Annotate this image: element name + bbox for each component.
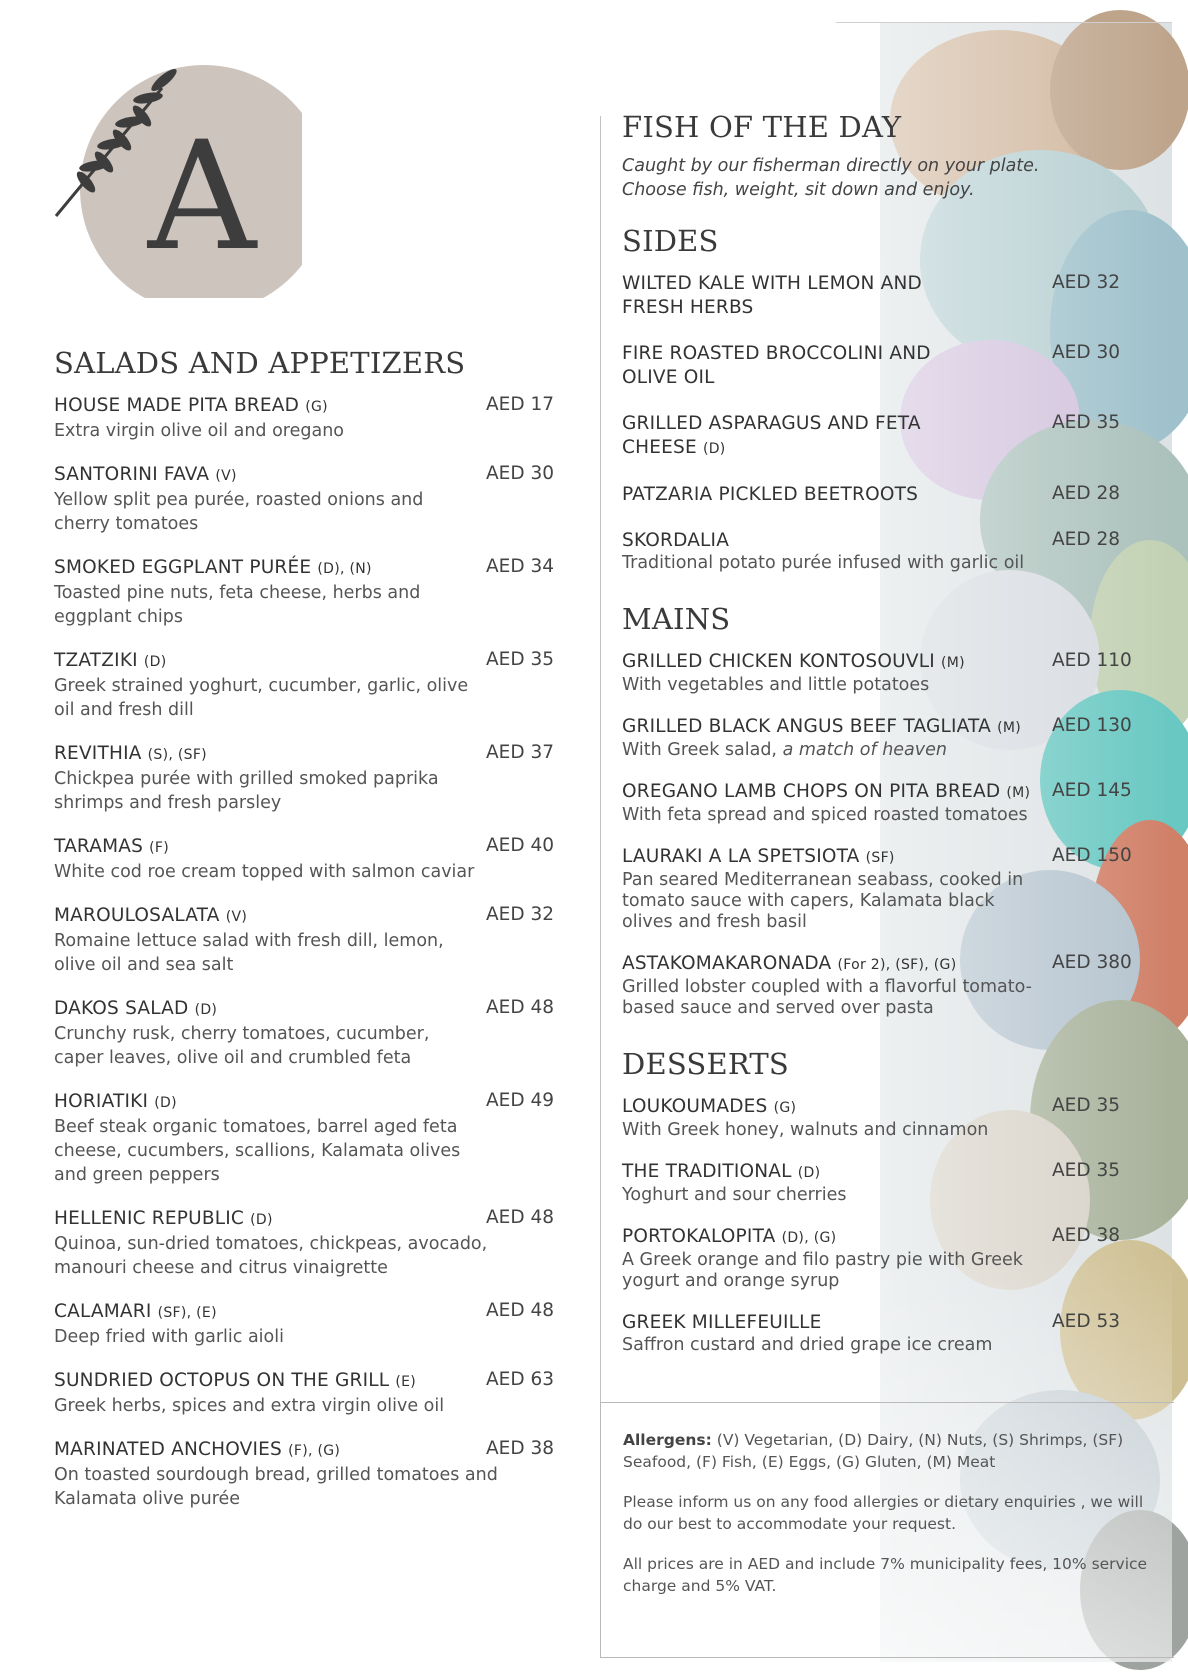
menu-item-description	[622, 1335, 1042, 1356]
menu-item-description	[54, 929, 474, 977]
menu-item	[54, 1300, 554, 1349]
menu-item-name	[622, 412, 1042, 461]
menu-item-price: AED 48	[486, 1207, 555, 1228]
menu-item-description-text: With feta spread and spiced roasted tomatoes	[622, 805, 1028, 825]
menu-item	[622, 1225, 1122, 1292]
menu-item-price: AED 49	[486, 1090, 555, 1111]
allergen-tag: (D)	[154, 1095, 177, 1111]
menu-item	[622, 342, 1122, 390]
menu-item-description-text: Greek herbs, spices and extra virgin olive oil	[54, 1396, 445, 1416]
allergen-tag: (G)	[773, 1100, 797, 1116]
menu-item-name	[622, 1311, 1122, 1335]
menu-item-price: AED 35	[486, 649, 555, 670]
menu-item-description	[622, 1250, 1042, 1292]
menu-item-price: AED 48	[486, 997, 555, 1018]
menu-item-description-emphasis: a match of heaven	[782, 740, 947, 760]
logo-letter: A	[147, 110, 257, 284]
menu-item-price: AED 110	[1052, 650, 1132, 671]
menu-item-price: AED 63	[486, 1369, 555, 1390]
menu-item-name	[622, 780, 1122, 805]
menu-item-name	[54, 742, 554, 767]
section-title-mains: MAINS	[622, 602, 731, 636]
allergens-label: Allergens:	[623, 1431, 712, 1449]
menu-item	[54, 904, 554, 977]
menu-item-title: GRILLED BLACK ANGUS BEEF TAGLIATA	[622, 716, 991, 737]
menu-item-title: PATZARIA PICKLED BEETROOTS	[622, 484, 919, 505]
salads-list	[54, 394, 564, 1511]
menu-item-title: LOUKOUMADES	[622, 1096, 768, 1117]
menu-item-description	[54, 1022, 474, 1070]
menu-item-description	[54, 1325, 474, 1349]
allergen-tag: (SF), (E)	[157, 1305, 217, 1321]
menu-item	[54, 1207, 554, 1280]
menu-item-description-text: Extra virgin olive oil and oregano	[54, 421, 344, 441]
menu-item-price: AED 30	[1052, 342, 1121, 363]
menu-item-title: TZATZIKI	[54, 650, 138, 671]
menu-item-description-text: Yoghurt and sour cherries	[622, 1185, 847, 1205]
menu-item-name	[54, 1438, 554, 1463]
menu-item-description-text: A Greek orange and filo pastry pie with Greek yogurt and orange syrup	[622, 1250, 1023, 1291]
menu-item-price: AED 32	[486, 904, 555, 925]
allergen-tag: (S), (SF)	[147, 747, 207, 763]
menu-item-description	[54, 767, 474, 815]
allergen-tag: (For 2), (SF), (G)	[837, 957, 957, 973]
menu-item-name	[54, 1090, 554, 1115]
salads-appetizers-section	[54, 346, 564, 1531]
menu-item-name	[54, 1369, 554, 1394]
menu-item-description-text: White cod roe cream topped with salmon caviar	[54, 862, 475, 882]
allergen-tag: (M)	[940, 655, 965, 671]
menu-item	[622, 483, 1122, 507]
menu-item-description-text: Chickpea purée with grilled smoked paprika shrimps and fresh parsley	[54, 769, 439, 813]
allergen-tag: (D), (G)	[781, 1230, 837, 1246]
menu-item	[622, 952, 1132, 1019]
menu-item-description	[54, 1232, 524, 1280]
menu-item	[622, 412, 1122, 461]
menu-item-description-text: With vegetables and little potatoes	[622, 675, 930, 695]
allergen-tag: (D), (N)	[317, 561, 372, 577]
menu-item-name	[622, 483, 1042, 507]
menu-item-name	[54, 394, 554, 419]
allergen-tag: (V)	[215, 468, 237, 484]
section-title-desserts: DESSERTS	[622, 1047, 789, 1081]
menu-item-price: AED 38	[486, 1438, 555, 1459]
menu-item-title: FIRE ROASTED BROCCOLINI AND OLIVE OIL	[622, 343, 931, 388]
allergens-note	[623, 1429, 1150, 1473]
desserts-list	[622, 1095, 1142, 1356]
menu-item-title: PORTOKALOPITA	[622, 1226, 776, 1247]
menu-item-description-text: Beef steak organic tomatoes, barrel aged feta cheese, cucumbers, scallions, Kalamata olives and green peppers	[54, 1117, 461, 1185]
menu-item-title: MARINATED ANCHOVIES	[54, 1439, 283, 1460]
menu-item-name	[622, 952, 1122, 977]
allergens-text: (V) Vegetarian, (D) Dairy, (N) Nuts, (S) Shrimps, (SF) Seafood, (F) Fish, (E) Eggs, (G) Gluten, (M) Meat	[623, 1431, 1124, 1471]
menu-item-description	[54, 1394, 524, 1418]
allergen-tag: (E)	[395, 1374, 417, 1390]
menu-item-title: ASTAKOMAKARONADA	[622, 953, 832, 974]
menu-item	[622, 1095, 1122, 1141]
menu-item-title: GRILLED ASPARAGUS AND FETA CHEESE	[622, 413, 921, 458]
menu-item-description-text: Yellow split pea purée, roasted onions and cherry tomatoes	[54, 490, 424, 534]
menu-item-name	[622, 529, 1042, 553]
menu-item-description	[54, 674, 474, 722]
menu-item-title: SMOKED EGGPLANT PURÉE	[54, 557, 312, 578]
menu-item-price: AED 40	[486, 835, 555, 856]
menu-item	[622, 529, 1122, 574]
menu-item-description	[54, 860, 524, 884]
menu-item-description	[622, 675, 1042, 696]
menu-item	[622, 845, 1132, 933]
menu-item-name	[54, 463, 554, 488]
allergen-tag: (V)	[225, 909, 248, 925]
section-title-salads: SALADS AND APPETIZERS	[54, 346, 466, 380]
fish-intro-line2: Choose fish, weight, sit down and enjoy.	[622, 180, 975, 200]
menu-item-description-text: With Greek salad,	[622, 740, 783, 760]
menu-item-name	[622, 1160, 1122, 1185]
section-title-fish: FISH OF THE DAY	[622, 110, 902, 144]
menu-item	[622, 650, 1132, 696]
menu-item-description-text: Greek strained yoghurt, cucumber, garlic, olive oil and fresh dill	[54, 676, 469, 720]
menu-item-description	[54, 488, 474, 536]
allergy-inform-note: Please inform us on any food allergies or dietary enquiries , we will do our best to accommodate your request.	[623, 1493, 1144, 1533]
menu-item-name	[54, 835, 554, 860]
menu-item	[622, 715, 1132, 761]
menu-item-title: CALAMARI	[54, 1301, 152, 1322]
menu-item	[54, 394, 554, 443]
allergen-tag: (G)	[305, 399, 328, 415]
menu-item-title: HOUSE MADE PITA BREAD	[54, 395, 300, 416]
menu-item-price: AED 53	[1052, 1311, 1121, 1332]
allergen-tag: (SF)	[865, 850, 895, 866]
menu-item-price: AED 48	[486, 1300, 555, 1321]
allergen-tag: (D)	[143, 654, 167, 670]
menu-item-description	[54, 419, 474, 443]
menu-item	[54, 463, 554, 536]
menu-item-description-text: Quinoa, sun-dried tomatoes, chickpeas, avocado, manouri cheese and citrus vinaigrette	[54, 1234, 488, 1278]
menu-item-price: AED 35	[1052, 1160, 1121, 1181]
allergen-tag: (F)	[149, 840, 170, 856]
menu-item	[54, 649, 554, 722]
menu-item-price: AED 17	[486, 394, 555, 415]
allergen-tag: (F), (G)	[288, 1443, 341, 1459]
menu-item-name	[54, 1207, 554, 1232]
menu-item-price: AED 34	[486, 556, 555, 577]
menu-item	[54, 1090, 554, 1187]
allergen-tag: (D)	[194, 1002, 218, 1018]
menu-item-description	[54, 1115, 474, 1187]
menu-item-description-text: Crunchy rusk, cherry tomatoes, cucumber, caper leaves, olive oil and crumbled feta	[54, 1024, 430, 1068]
menu-item-name	[622, 715, 1122, 740]
menu-item-description	[54, 1463, 524, 1511]
menu-item	[54, 1438, 554, 1511]
menu-item-price: AED 380	[1052, 952, 1132, 973]
menu-item-name	[622, 272, 1042, 320]
menu-item-name	[54, 649, 554, 674]
menu-item-price: AED 145	[1052, 780, 1132, 801]
menu-item	[54, 835, 554, 884]
menu-item-description	[622, 870, 1042, 933]
allergen-tag: (M)	[1006, 785, 1031, 801]
allergen-tag: (M)	[997, 720, 1021, 736]
menu-item-name	[54, 556, 554, 581]
allergen-info-box	[600, 1402, 1174, 1658]
menu-item-price: AED 35	[1052, 1095, 1121, 1116]
menu-item-description	[622, 805, 1042, 826]
menu-item-price: AED 38	[1052, 1225, 1121, 1246]
menu-item-title: OREGANO LAMB CHOPS ON PITA BREAD	[622, 781, 1001, 802]
menu-item	[54, 556, 554, 629]
menu-item-description-text: With Greek honey, walnuts and cinnamon	[622, 1120, 989, 1140]
menu-item-title: WILTED KALE WITH LEMON AND FRESH HERBS	[622, 273, 922, 318]
menu-item-description	[622, 1120, 1042, 1141]
menu-item-title: HELLENIC REPUBLIC	[54, 1208, 245, 1229]
top-border-line	[836, 22, 1172, 23]
menu-item-description	[622, 1185, 1042, 1206]
menu-item-description	[622, 553, 1042, 574]
menu-item-price: AED 150	[1052, 845, 1132, 866]
olive-branch-icon	[52, 58, 302, 298]
menu-item-description-text: Deep fried with garlic aioli	[54, 1327, 284, 1347]
menu-item-title: HORIATIKI	[54, 1091, 149, 1112]
allergen-tag: (D)	[250, 1212, 273, 1228]
menu-item-title: SUNDRIED OCTOPUS ON THE GRILL	[54, 1370, 390, 1391]
menu-item-name	[622, 342, 1042, 390]
menu-item-price: AED 28	[1052, 529, 1121, 550]
menu-item-description-text: Traditional potato purée infused with garlic oil	[622, 553, 1025, 573]
menu-item	[54, 742, 554, 815]
fish-intro	[622, 154, 1142, 202]
price-note: All prices are in AED and include 7% municipality fees, 10% service charge and 5% VAT.	[623, 1555, 1148, 1595]
menu-item-description	[54, 581, 474, 629]
menu-item-title: THE TRADITIONAL	[622, 1161, 792, 1182]
menu-item-title: GREEK MILLEFEUILLE	[622, 1312, 822, 1333]
menu-item-name	[54, 904, 554, 929]
menu-item-description	[622, 977, 1042, 1019]
menu-item-description-text: Toasted pine nuts, feta cheese, herbs and eggplant chips	[54, 583, 421, 627]
menu-item-description-text: On toasted sourdough bread, grilled tomatoes and Kalamata olive purée	[54, 1465, 498, 1509]
allergen-tag: (D)	[797, 1165, 821, 1181]
menu-item-name	[54, 1300, 554, 1325]
menu-item-title: SANTORINI FAVA	[54, 464, 210, 485]
menu-item-price: AED 130	[1052, 715, 1132, 736]
menu-item-name	[622, 1095, 1122, 1120]
menu-item-description-text: Saffron custard and dried grape ice cream	[622, 1335, 993, 1355]
menu-item	[54, 1369, 554, 1418]
menu-item-name	[622, 650, 1122, 675]
menu-item-price: AED 32	[1052, 272, 1121, 293]
menu-item-title: LAURAKI A LA SPETSIOTA	[622, 846, 860, 867]
menu-item-price: AED 37	[486, 742, 555, 763]
menu-item-name	[622, 845, 1122, 870]
menu-item	[54, 997, 554, 1070]
menu-item-title: DAKOS SALAD	[54, 998, 189, 1019]
menu-item-description	[622, 740, 1042, 761]
menu-item-price: AED 28	[1052, 483, 1121, 504]
menu-item-description-text: Romaine lettuce salad with fresh dill, lemon, olive oil and sea salt	[54, 931, 444, 975]
menu-item-price: AED 30	[486, 463, 555, 484]
menu-item-title: TARAMAS	[54, 836, 144, 857]
column-divider	[600, 116, 601, 1404]
menu-item	[622, 1311, 1122, 1356]
allergen-tag: (D)	[702, 441, 726, 457]
right-column	[622, 110, 1142, 1375]
menu-item-title: MAROULOSALATA	[54, 905, 220, 926]
menu-item-description-text: Pan seared Mediterranean seabass, cooked in tomato sauce with capers, Kalamata black olives and fresh basil	[622, 870, 1024, 932]
fish-intro-line1: Caught by our fisherman directly on your plate.	[622, 156, 1040, 176]
menu-item-description-text: Grilled lobster coupled with a flavorful tomato-based sauce and served over pasta	[622, 977, 1032, 1018]
menu-item	[622, 1160, 1122, 1206]
restaurant-logo	[52, 58, 302, 298]
menu-item	[622, 272, 1122, 320]
menu-item-title: GRILLED CHICKEN KONTOSOUVLI	[622, 651, 935, 672]
menu-item-name	[622, 1225, 1122, 1250]
menu-item-title: REVITHIA	[54, 743, 142, 764]
section-title-sides: SIDES	[622, 224, 719, 258]
menu-item	[622, 780, 1132, 826]
menu-item-title: SKORDALIA	[622, 530, 730, 551]
menu-item-price: AED 35	[1052, 412, 1121, 433]
sides-list	[622, 272, 1142, 574]
menu-item-name	[54, 997, 554, 1022]
mains-list	[622, 650, 1142, 1019]
